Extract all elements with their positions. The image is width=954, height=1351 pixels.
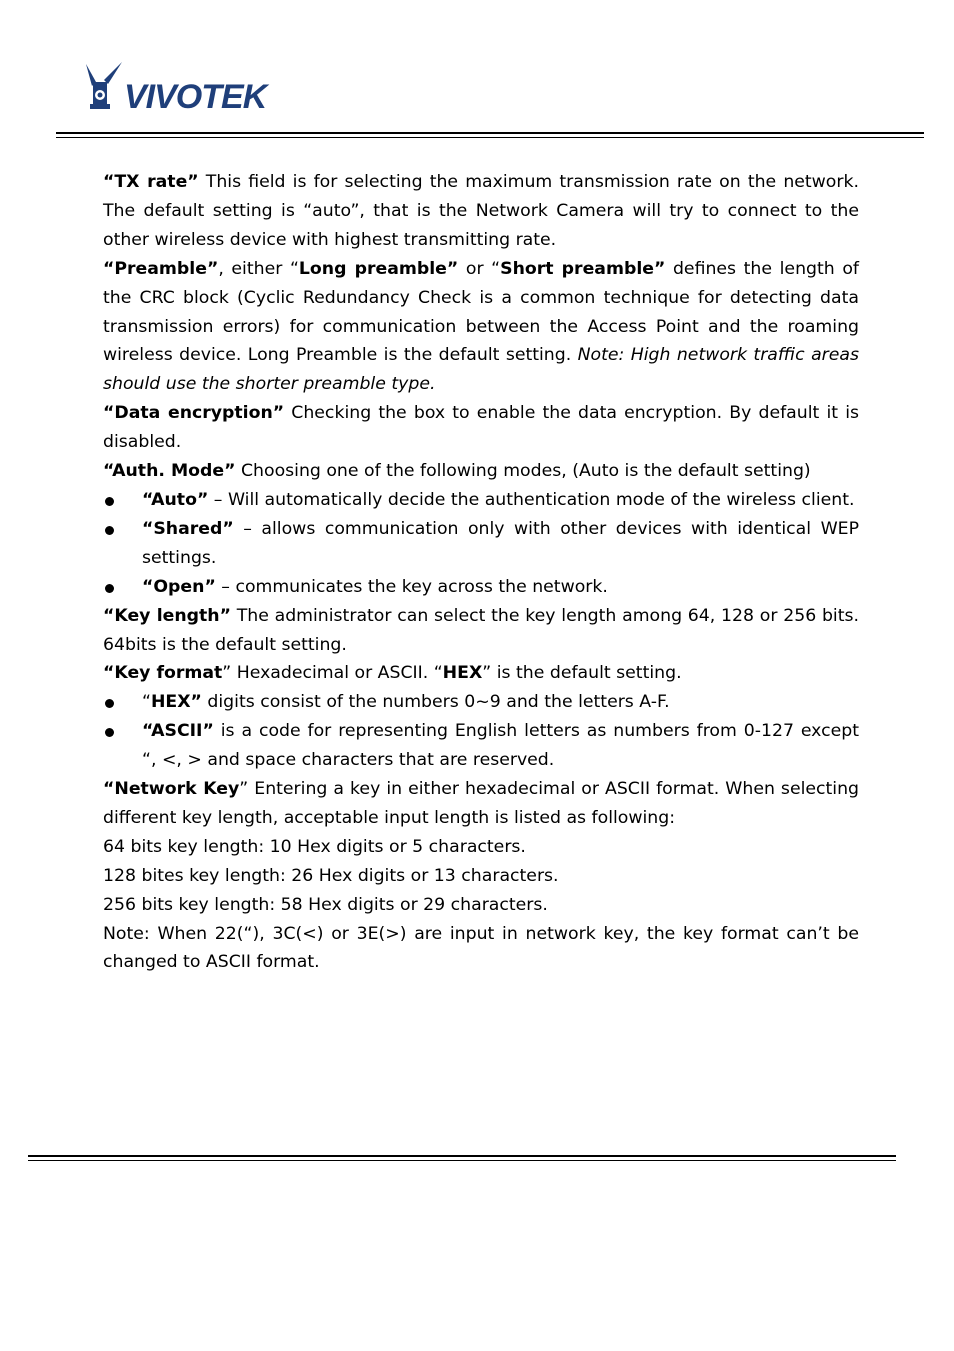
list-item: “HEX” digits consist of the numbers 0~9 and the letters A-F. [103,688,859,717]
bullet-icon [105,728,114,737]
bullet-icon [105,584,114,593]
preamble-paragraph: “Preamble”, either “Long preamble” or “Short preamble” defines the length of the CRC block (Cyclic Redundancy Check is a common technique for detecting data transmission errors) for communication between the Access Point and the roaming wireless device. Long Preamble is the default setting. Note: High network traffic areas should use the shorter preamble type. [103,258,859,395]
preamble-note: Note: High network traffic areas should use the shorter preamble type. [103,345,859,395]
bullet-icon [105,497,114,506]
list-item: “Open” – communicates the key across the network. [103,573,859,602]
list-item: “ASCII” is a code for representing English letters as numbers from 0-127 except “, <, > and space characters that are reserved. [103,717,859,775]
header-rule [56,132,924,138]
network-key-note: Note: When 22(“), 3C(<) or 3E(>) are input in network key, the key format can’t be changed to ASCII format. [103,923,859,973]
key-length-line: 64 bits key length: 10 Hex digits or 5 characters. [103,836,526,857]
key-format-paragraph: “Key format” Hexadecimal or ASCII. “HEX” is the default setting. [103,663,682,684]
data-encryption-paragraph: “Data encryption” Checking the box to enable the data encryption. By default it is disabled. [103,403,859,453]
bullet-icon [105,526,114,535]
key-length-line: 128 bites key length: 26 Hex digits or 13 characters. [103,865,559,886]
footer-rule [28,1155,896,1161]
network-key-paragraph: “Network Key” Entering a key in either hexadecimal or ASCII format. When selecting different key length, acceptable input length is listed as following: [103,779,860,828]
list-item: “Auto” – Will automatically decide the authentication mode of the wireless client. [103,486,859,515]
key-length-line: 256 bits key length: 58 Hex digits or 29 characters. [103,894,548,915]
auth-mode-paragraph: “Auth. Mode” Choosing one of the following modes, (Auto is the default setting) [103,461,811,482]
list-item: “Shared” – allows communication only with other devices with identical WEP settings. [103,515,859,573]
tx-rate-paragraph: “TX rate” This field is for selecting the maximum transmission rate on the network. The default setting is “auto”, that is the Network Camera will try to connect to the other wireless device with highest transmitting rate. [103,172,859,250]
vivotek-logo [84,62,294,114]
tx-rate-term: “TX rate” [103,172,199,192]
document-body [103,168,859,977]
svg-text:VIVOTEK: VIVOTEK [124,78,267,114]
key-length-paragraph: “Key length” The administrator can select the key length among 64, 128 or 256 bits. 64bits is the default setting. [103,605,859,655]
bullet-icon [105,699,114,708]
